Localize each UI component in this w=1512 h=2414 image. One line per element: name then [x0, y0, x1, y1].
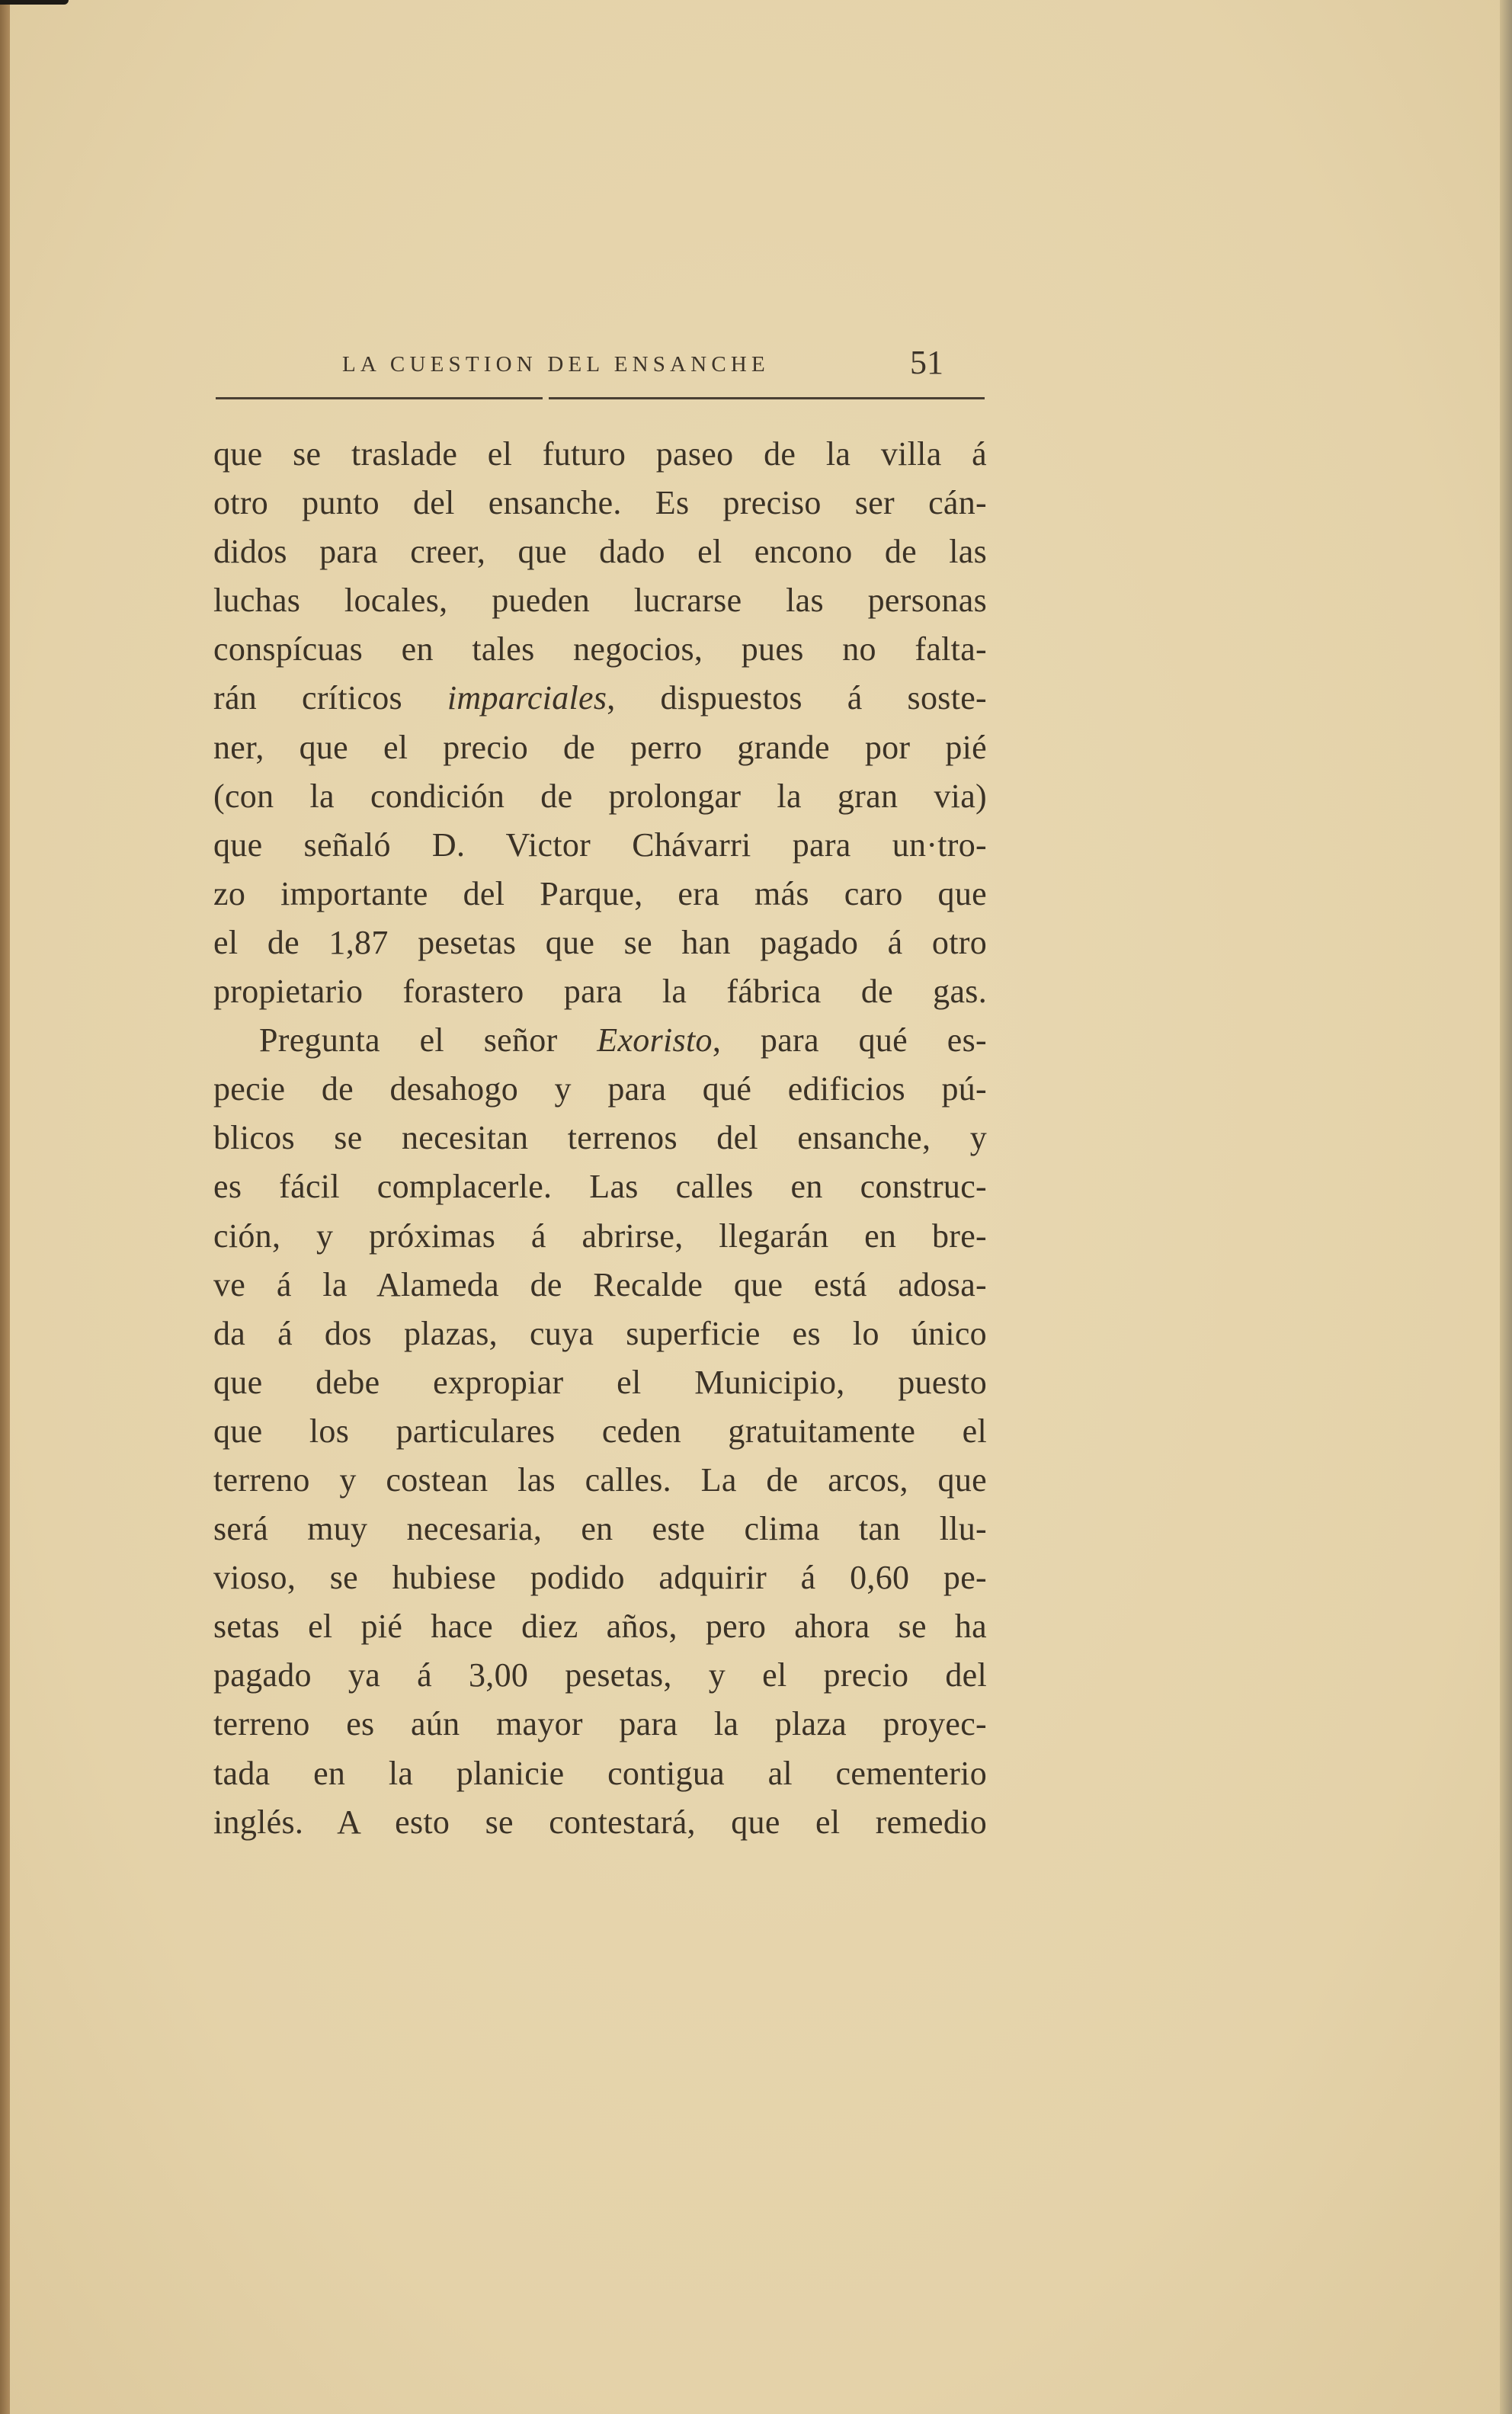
text-line: que debe expropiar el Municipio, puesto: [213, 1363, 987, 1401]
text-line: que señaló D. Victor Chávarri para un·tro-: [213, 826, 987, 864]
text-line: [213, 674, 987, 723]
text-line: conspícuas en tales negocios, pues no falta-: [213, 630, 987, 668]
header-rule-right: [549, 397, 985, 399]
text-line: propietario forastero para la fábrica de gas.: [213, 973, 987, 1011]
text-line: que los particulares ceden gratuitamente el: [213, 1412, 987, 1450]
text-line: didos para creer, que dado el encono de las: [213, 533, 987, 571]
text-line: luchas locales, pueden lucrarse las personas: [213, 582, 987, 620]
text-line: tada en la planicie contigua al cementerio: [213, 1754, 987, 1792]
scan-edge-shadow: [0, 0, 69, 5]
page-number: 51: [910, 344, 943, 381]
text-line: blicos se necesitan terrenos del ensanche, y: [213, 1119, 987, 1157]
running-head-title: LA CUESTION DEL ENSANCHE: [342, 352, 770, 377]
text-segment: Pregunta el señor: [259, 1021, 597, 1060]
text-line: ner, que el precio de perro grande por pié: [213, 728, 987, 766]
header-rule-left: [216, 397, 543, 399]
text-line: [213, 1016, 987, 1065]
text-line: inglés. A esto se contestará, que el remedio: [213, 1803, 987, 1841]
text-line: terreno es aún mayor para la plaza proyec-: [213, 1705, 987, 1743]
text-line: es fácil complacerle. Las calles en construc-: [213, 1168, 987, 1206]
text-line: vioso, se hubiese podido adquirir á 0,60 pe-: [213, 1559, 987, 1597]
text-line: otro punto del ensanche. Es preciso ser cán-: [213, 484, 987, 522]
text-segment: rán críticos: [213, 679, 447, 717]
text-line: da á dos plazas, cuya superficie es lo único: [213, 1314, 987, 1352]
text-line: (con la condición de prolongar la gran via): [213, 777, 987, 815]
text-line: ción, y próximas á abrirse, llegarán en bre-: [213, 1217, 987, 1255]
italic-word: imparciales: [447, 679, 607, 717]
text-line: pecie de desahogo y para qué edificios pú-: [213, 1070, 987, 1108]
text-line: ve á la Alameda de Recalde que está adosa-: [213, 1265, 987, 1303]
page-right-edge: [1500, 0, 1512, 2414]
text-segment: , dispuestos á soste-: [607, 679, 987, 717]
text-line: será muy necesaria, en este clima tan llu-: [213, 1510, 987, 1548]
book-spine-edge: [0, 0, 10, 2414]
text-segment: , para qué es-: [712, 1021, 987, 1060]
text-line: zo importante del Parque, era más caro que: [213, 874, 987, 912]
text-line: pagado ya á 3,00 pesetas, y el precio del: [213, 1656, 987, 1694]
body-text: [213, 430, 987, 1847]
text-line: terreno y costean las calles. La de arcos, que: [213, 1460, 987, 1499]
italic-word: Exoristo: [597, 1021, 713, 1060]
text-line: el de 1,87 pesetas que se han pagado á otro: [213, 923, 987, 961]
text-line: que se traslade el futuro paseo de la villa á: [213, 435, 987, 473]
text-line: setas el pié hace diez años, pero ahora se ha: [213, 1608, 987, 1646]
